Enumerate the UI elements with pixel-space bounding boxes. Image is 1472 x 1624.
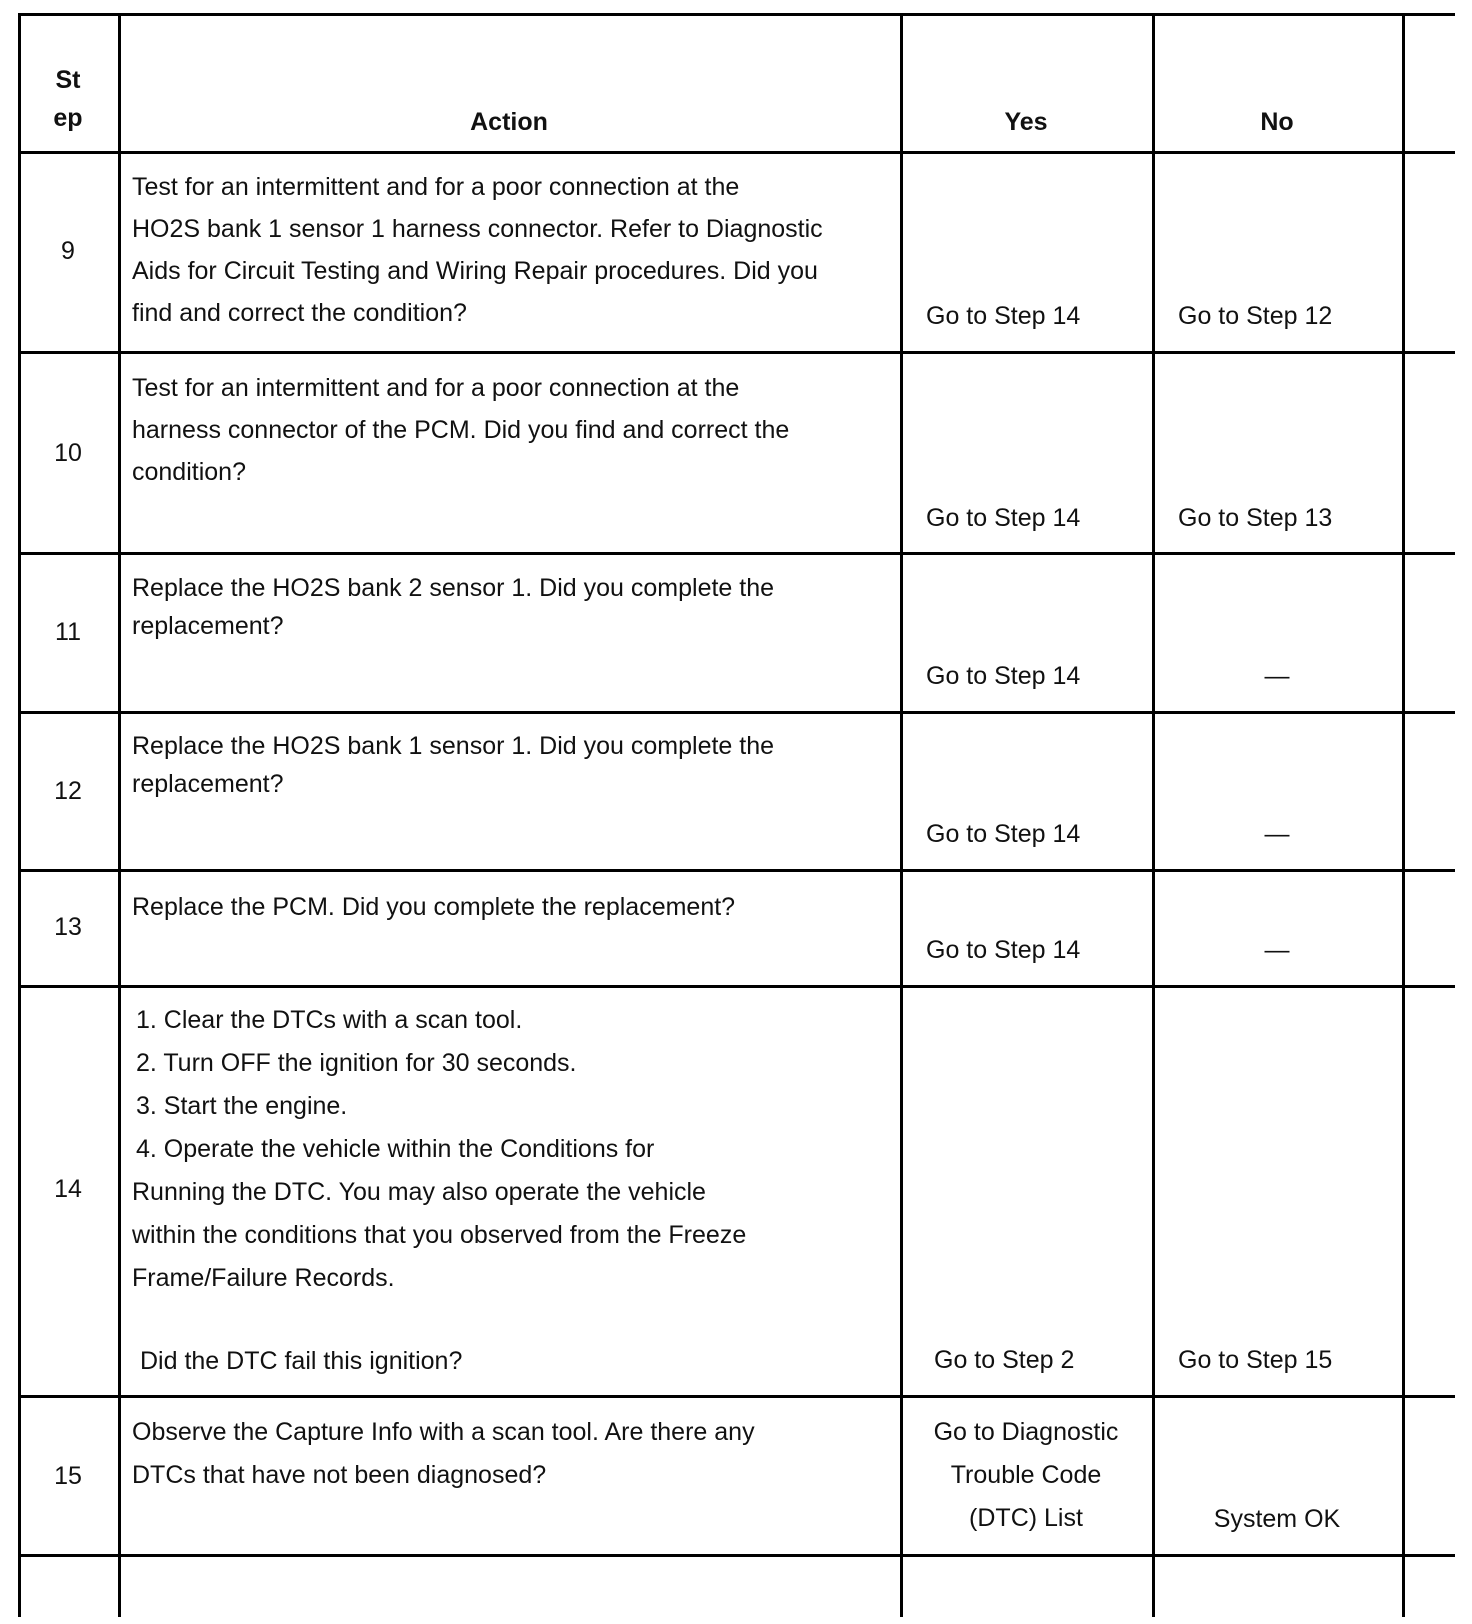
action-line: Frame/Failure Records. [132,1264,395,1292]
header-yes: Yes [1004,108,1048,136]
action-text [132,166,823,334]
table-border-top [18,13,1455,16]
yes-link[interactable]: Go to Step 14 [926,504,1081,532]
header-step-line1: St [55,66,81,94]
action-text [132,1411,755,1497]
header-no: No [1260,108,1294,136]
action-line: HO2S bank 1 sensor 1 harness connector. Refer to Diagnostic [132,215,823,243]
yes-line: Go to Diagnostic [933,1418,1119,1446]
action-line: condition? [132,458,246,486]
action-line: Replace the HO2S bank 1 sensor 1. Did you complete the [132,732,775,760]
step-number: 14 [54,1175,82,1203]
table-border-bottom [18,1554,1455,1557]
row-divider [18,985,1455,988]
header-step [18,61,118,137]
no-value: — [1264,936,1290,964]
yes-link[interactable]: Go to Step 14 [926,302,1081,330]
row-divider [18,869,1455,872]
row-divider [18,1395,1455,1398]
no-link[interactable]: Go to Step 12 [1178,302,1333,330]
no-link[interactable]: Go to Step 15 [1178,1346,1333,1374]
action-line: within the conditions that you observed from the Freeze [132,1221,747,1249]
yes-link[interactable]: Go to Step 14 [926,936,1081,964]
action-text [132,885,735,929]
action-text [132,999,746,1383]
action-line: Replace the HO2S bank 2 sensor 1. Did you complete the [132,574,775,602]
table-border-right [1402,13,1405,1617]
step-number: 11 [55,618,81,646]
step-number: 10 [54,439,82,467]
action-text [132,367,789,493]
yes-link[interactable] [900,1411,1152,1540]
action-line: Test for an intermittent and for a poor connection at the [132,374,740,402]
no-value: — [1264,820,1290,848]
step-number: 15 [54,1462,82,1490]
yes-link[interactable]: Go to Step 14 [926,662,1081,690]
no-link[interactable]: Go to Step 13 [1178,504,1333,532]
action-line: Aids for Circuit Testing and Wiring Repair procedures. Did you [132,257,818,285]
action-line: Running the DTC. You may also operate the vehicle [132,1178,706,1206]
action-line: Test for an intermittent and for a poor connection at the [132,173,740,201]
action-line: replacement? [132,612,284,640]
header-step-line2: ep [53,104,83,132]
action-list-item: 3. Start the engine. [136,1092,348,1120]
action-list-item: 4. Operate the vehicle within the Conditions for [136,1135,655,1163]
action-line: DTCs that have not been diagnosed? [132,1461,547,1489]
yes-link[interactable]: Go to Step 2 [934,1346,1075,1374]
step-number: 12 [54,777,82,805]
action-list-item: 2. Turn OFF the ignition for 30 seconds. [136,1049,577,1077]
action-text [132,727,774,803]
action-text [132,569,774,645]
no-value: — [1264,662,1290,690]
row-divider [18,151,1455,154]
column-divider [900,13,903,1617]
yes-line: Trouble Code [950,1461,1102,1489]
yes-line: (DTC) List [969,1504,1083,1532]
action-line: harness connector of the PCM. Did you find and correct the [132,416,790,444]
no-value: System OK [1213,1505,1341,1533]
row-divider [18,552,1455,555]
column-divider [118,13,121,1617]
row-divider [18,711,1455,714]
action-line: replacement? [132,770,284,798]
step-number: 9 [61,237,75,265]
action-line: Observe the Capture Info with a scan tool. Are there any [132,1418,755,1446]
yes-link[interactable]: Go to Step 14 [926,820,1081,848]
action-line: find and correct the condition? [132,299,467,327]
diagnostic-table [18,13,1455,1617]
header-action: Action [470,108,548,136]
row-divider [18,351,1455,354]
action-line: Replace the PCM. Did you complete the replacement? [132,893,736,921]
action-list-item: 1. Clear the DTCs with a scan tool. [136,1006,523,1034]
action-question: Did the DTC fail this ignition? [140,1347,463,1375]
step-number: 13 [54,913,82,941]
